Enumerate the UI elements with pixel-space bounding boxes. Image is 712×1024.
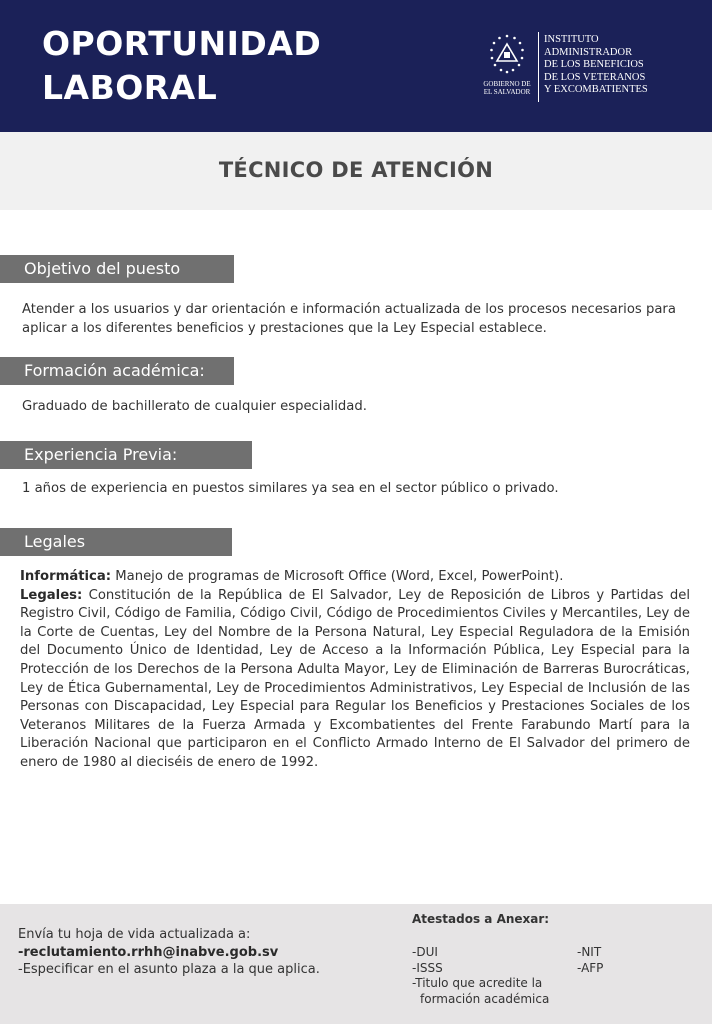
- title-line-2: LABORAL: [42, 68, 218, 107]
- el-salvador-seal-icon: [484, 32, 530, 78]
- informatica-paragraph: [20, 568, 690, 587]
- recruitment-email-link[interactable]: -reclutamiento.rrhh@inabve.gob.sv: [18, 944, 279, 960]
- informatica-text: Manejo de programas de Microsoft Office (Word, Excel, PowerPoint).: [111, 569, 564, 584]
- attachment-item: -AFP: [577, 960, 604, 975]
- section-header-legales: Legales: [0, 528, 232, 556]
- attachments-list-right: [577, 945, 603, 976]
- application-instructions: [18, 926, 320, 979]
- section-header-formacion: Formación académica:: [0, 357, 234, 385]
- header-banner: [0, 0, 712, 132]
- section-body-formacion: Graduado de bachillerato de cualquier especialidad.: [22, 399, 367, 414]
- attachments-list-left: [412, 945, 549, 1007]
- page-title: [42, 22, 321, 110]
- logo-divider: [538, 32, 539, 102]
- legales-text: Constitución de la República de El Salvador, Ley de Reposición de Libros y Partidas del Registro Civil, Código de Familia, Código Civil, Código de Procedimientos Civiles y Mercantiles, Ley de la Corte de Cuentas, Ley del Nombre de la Persona Natural, Ley Especial Reguladora de la Emisión del Documento Único de Identidad, Ley de Acceso a la Información Pública, Ley Especial para la Protección de los Derechos de la Persona Adulta Mayor, Ley de Eliminación de Barreras Burocráticas, Ley de Ética Gubernamental, Ley de Procedimientos Administrativos, Ley Especial de Inclusión de las Personas con Discapacidad, Ley Especial para Regular los Beneficios y Prestaciones Sociales de los Veteranos Militares de la Fuerza Armada y Excombatientes del Frente Farabundo Martí para la Liberación Nacional que participaron en el Conflicto Armado Interno de El Salvador del primero de enero de 1980 al dieciséis de enero de 1992.: [20, 587, 690, 770]
- section-header-objetivo: Objetivo del puesto: [0, 255, 234, 283]
- job-title: TÉCNICO DE ATENCIÓN: [218, 158, 494, 182]
- informatica-label: Informática:: [20, 569, 112, 584]
- section-header-experiencia: Experiencia Previa:: [0, 441, 252, 469]
- subject-instruction: -Especificar en el asunto plaza a la que aplica.: [18, 962, 320, 977]
- section-body-legales: [20, 568, 690, 773]
- institute-name: INSTITUTO ADMINISTRADOR DE LOS BENEFICIOS DE LOS VETERANOS Y EXCOMBATIENTES: [544, 34, 648, 96]
- attachment-item: formación académica: [420, 991, 550, 1006]
- institution-logo: [478, 30, 678, 106]
- government-label: GOBIERNO DE EL SALVADOR: [483, 80, 531, 96]
- attachment-item: -NIT: [577, 945, 602, 959]
- attachment-item: -DUI: [412, 945, 438, 959]
- attachments-title: Atestados a Anexar:: [412, 912, 550, 926]
- send-instruction: Envía tu hoja de vida actualizada a:: [18, 927, 251, 942]
- legales-paragraph: [20, 587, 690, 773]
- legales-label: Legales:: [20, 587, 83, 603]
- section-body-objetivo: Atender a los usuarios y dar orientación e información actualizada de los procesos necesarios para aplicar a los diferentes beneficios y prestaciones que la Ley Especial establece.: [22, 302, 676, 336]
- attachment-item: -Titulo que acredite la: [412, 976, 543, 990]
- attachment-item: -ISSS: [412, 960, 443, 975]
- title-line-1: OPORTUNIDAD: [42, 24, 322, 63]
- section-body-experiencia: 1 años de experiencia en puestos similares ya sea en el sector público o privado.: [22, 481, 559, 496]
